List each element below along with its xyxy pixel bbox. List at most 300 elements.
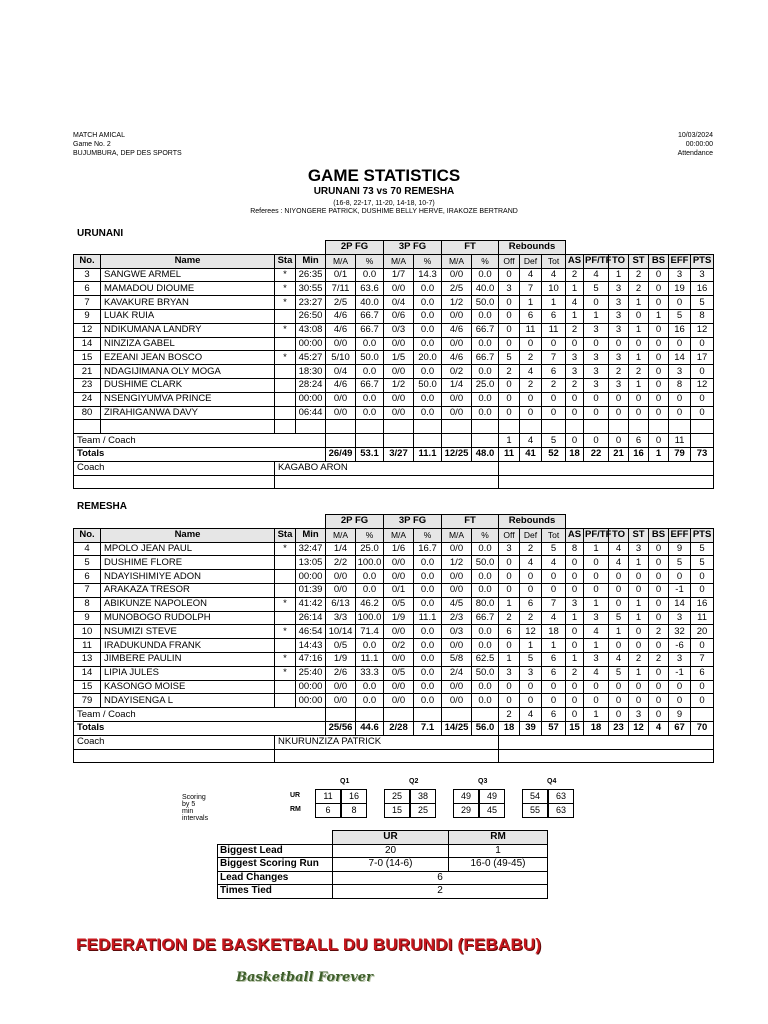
- stat-cell: 0: [566, 337, 584, 351]
- stat-cell: 0/3: [442, 625, 472, 639]
- stat-cell: 0/1: [384, 583, 414, 597]
- stat-cell: 0.0: [414, 639, 442, 653]
- stat-cell: 1: [566, 309, 584, 323]
- stat-cell: 0/0: [442, 268, 472, 282]
- stat-cell: 3/3: [326, 611, 356, 625]
- interval-score: 29: [453, 803, 479, 818]
- stat-cell: 0.0: [414, 652, 442, 666]
- stat-cell: 6: [542, 365, 566, 379]
- stat-cell: 41:42: [296, 597, 326, 611]
- stat-cell: 12: [691, 323, 714, 337]
- stat-cell: 0/4: [326, 365, 356, 379]
- stat-cell: 16: [691, 282, 714, 296]
- col-header: M/A: [442, 254, 472, 268]
- coach-label: Coach: [74, 735, 275, 749]
- stat-cell: *: [275, 268, 296, 282]
- stat-cell: 4: [584, 666, 609, 680]
- stat-cell: 0.0: [356, 392, 384, 406]
- stat-cell: 3: [609, 323, 629, 337]
- stat-cell: 1/5: [384, 351, 414, 365]
- total-cell: 12: [629, 721, 649, 735]
- stat-cell: 7: [542, 597, 566, 611]
- totals-label: Totals: [74, 447, 326, 461]
- stat-cell: 3: [584, 351, 609, 365]
- stat-cell: 3: [691, 268, 714, 282]
- stat-cell: 0/0: [442, 392, 472, 406]
- stat-cell: DUSHIME CLARK: [101, 378, 275, 392]
- stat-cell: 0/0: [384, 652, 414, 666]
- stat-cell: 0: [520, 392, 542, 406]
- stat-cell: 0: [566, 434, 584, 448]
- stat-cell: 0: [609, 406, 629, 420]
- empty-cell: [384, 420, 414, 434]
- stat-cell: 00:00: [296, 337, 326, 351]
- col-header: No.: [74, 528, 101, 542]
- stat-cell: 6/13: [326, 597, 356, 611]
- stat-cell: *: [275, 323, 296, 337]
- player-row: [74, 392, 714, 406]
- stat-cell: 63.6: [356, 282, 384, 296]
- stat-cell: 8: [691, 309, 714, 323]
- stat-cell: 1: [629, 597, 649, 611]
- stat-cell: 0: [649, 639, 669, 653]
- stat-cell: 0.0: [472, 583, 499, 597]
- stat-cell: [691, 434, 714, 448]
- stat-cell: 2: [629, 282, 649, 296]
- stat-cell: 1: [520, 296, 542, 310]
- stat-cell: 0: [584, 680, 609, 694]
- team-coach-label: Team / Coach: [74, 434, 326, 448]
- stat-cell: 0: [520, 570, 542, 584]
- stat-cell: 40.0: [356, 296, 384, 310]
- stat-cell: LIPIA JULES: [101, 666, 275, 680]
- stat-cell: NDIKUMANA LANDRY: [101, 323, 275, 337]
- stat-cell: 3: [499, 282, 520, 296]
- stat-cell: 0.0: [414, 583, 442, 597]
- stat-cell: 0: [669, 406, 691, 420]
- stat-cell: *: [275, 652, 296, 666]
- stat-cell: [275, 406, 296, 420]
- stat-cell: *: [275, 282, 296, 296]
- stat-cell: 9: [74, 611, 101, 625]
- interval-score: 45: [479, 803, 505, 818]
- player-row: [74, 337, 714, 351]
- stat-cell: 2: [542, 378, 566, 392]
- stat-cell: [275, 392, 296, 406]
- lead-value-ur: 20: [333, 844, 449, 858]
- lead-label: Lead Changes: [218, 871, 333, 885]
- total-cell: 18: [566, 447, 584, 461]
- stat-cell: 79: [74, 694, 101, 708]
- stat-cell: 28:24: [296, 378, 326, 392]
- player-row: [74, 282, 714, 296]
- stat-cell: 6: [542, 309, 566, 323]
- stat-cell: 6: [520, 309, 542, 323]
- stat-cell: 0/5: [326, 639, 356, 653]
- stat-cell: 1/4: [442, 378, 472, 392]
- total-cell: 11.1: [414, 447, 442, 461]
- stat-cell: 0.0: [472, 365, 499, 379]
- stat-cell: 0/0: [326, 337, 356, 351]
- stat-cell: 1: [566, 652, 584, 666]
- stat-cell: 0: [629, 680, 649, 694]
- stat-cell: 0: [649, 296, 669, 310]
- page-title: GAME STATISTICS: [307, 166, 461, 185]
- stat-cell: 0/0: [384, 406, 414, 420]
- col-header: Def: [520, 528, 542, 542]
- total-cell: 14/25: [442, 721, 472, 735]
- col-header: Name: [101, 254, 275, 268]
- total-cell: 56.0: [472, 721, 499, 735]
- stat-cell: MPOLO JEAN PAUL: [101, 542, 275, 556]
- total-cell: 23: [609, 721, 629, 735]
- interval-score: 55: [522, 803, 548, 818]
- stat-cell: 0: [669, 296, 691, 310]
- stat-cell: 6: [691, 666, 714, 680]
- stat-cell: 1: [566, 611, 584, 625]
- stat-cell: 50.0: [356, 351, 384, 365]
- match-type: MATCH AMICAL: [73, 132, 125, 139]
- interval-score: 49: [453, 789, 479, 804]
- total-cell: 25/56: [326, 721, 356, 735]
- player-row: [74, 406, 714, 420]
- stat-cell: 0: [669, 392, 691, 406]
- stat-cell: 3: [499, 542, 520, 556]
- total-cell: 12/25: [442, 447, 472, 461]
- stat-cell: 3: [584, 611, 609, 625]
- player-row: [74, 639, 714, 653]
- stat-cell: 8: [74, 597, 101, 611]
- stat-cell: 1: [629, 611, 649, 625]
- stat-cell: 0: [649, 323, 669, 337]
- federation-banner: FEDERATION DE BASKETBALL DU BURUNDI (FEBABU): [76, 935, 542, 954]
- stat-cell: 1: [520, 639, 542, 653]
- empty-cell: [275, 420, 296, 434]
- stat-cell: 20.0: [414, 351, 442, 365]
- match-time: 00:00:00: [685, 141, 713, 148]
- stat-cell: 00:00: [296, 694, 326, 708]
- stat-cell: *: [275, 597, 296, 611]
- stat-cell: 5: [669, 309, 691, 323]
- lead-value-rm: 16-0 (49-45): [449, 858, 548, 872]
- stat-cell: -1: [669, 583, 691, 597]
- stat-cell: 3: [566, 365, 584, 379]
- stat-cell: 2: [629, 652, 649, 666]
- stat-cell: NSENGIYUMVA PRINCE: [101, 392, 275, 406]
- group-ft: FT: [442, 241, 499, 255]
- totals-label: Totals: [74, 721, 326, 735]
- stat-cell: 2: [520, 611, 542, 625]
- stat-cell: 1: [629, 378, 649, 392]
- lead-value: 6: [333, 871, 548, 885]
- stat-cell: 6: [520, 597, 542, 611]
- empty-cell: [275, 749, 499, 763]
- stats-column-header: [74, 528, 714, 542]
- stat-cell: [275, 570, 296, 584]
- stat-cell: 7/11: [326, 282, 356, 296]
- stat-cell: 0/5: [384, 666, 414, 680]
- player-row: [74, 268, 714, 282]
- total-cell: 4: [649, 721, 669, 735]
- stat-cell: NINZIZA GABEL: [101, 337, 275, 351]
- stat-cell: 0.0: [414, 666, 442, 680]
- header-blank: [566, 515, 714, 529]
- stat-cell: 0: [566, 392, 584, 406]
- interval-score: 63: [548, 789, 574, 804]
- lead-header-cell: UR: [333, 831, 449, 845]
- stat-cell: LUAK RUIA: [101, 309, 275, 323]
- col-header: Name: [101, 528, 275, 542]
- stat-cell: 2: [566, 666, 584, 680]
- stat-cell: NDAYISHIMIYE ADON: [101, 570, 275, 584]
- col-header: Min: [296, 254, 326, 268]
- stat-cell: 11: [542, 323, 566, 337]
- stat-cell: 5: [542, 542, 566, 556]
- stat-cell: 0.0: [414, 282, 442, 296]
- stat-cell: 0.0: [356, 365, 384, 379]
- stat-cell: -1: [669, 666, 691, 680]
- interval-score: 15: [384, 803, 410, 818]
- stat-cell: 0: [669, 337, 691, 351]
- stat-cell: 6: [74, 282, 101, 296]
- group-rebounds: Rebounds: [499, 515, 566, 529]
- col-header: TO: [609, 528, 629, 542]
- stat-cell: ZIRAHIGANWA DAVY: [101, 406, 275, 420]
- stat-cell: 0/0: [326, 570, 356, 584]
- stat-cell: 0/0: [326, 406, 356, 420]
- col-header: %: [356, 254, 384, 268]
- player-row: [74, 625, 714, 639]
- stat-cell: 4: [542, 268, 566, 282]
- stat-cell: 0: [649, 542, 669, 556]
- empty-cell: [356, 434, 384, 448]
- stat-cell: 2/2: [326, 556, 356, 570]
- stat-cell: 4/6: [326, 378, 356, 392]
- total-cell: 1: [649, 447, 669, 461]
- stat-cell: 1/4: [326, 542, 356, 556]
- stat-cell: EZEANI JEAN BOSCO: [101, 351, 275, 365]
- stat-cell: 6: [74, 570, 101, 584]
- stat-cell: 8: [669, 378, 691, 392]
- stat-cell: 0: [609, 708, 629, 722]
- interval-score: 16: [341, 789, 367, 804]
- stat-cell: 1: [649, 309, 669, 323]
- lead-row: [218, 844, 548, 858]
- stat-cell: 2: [499, 611, 520, 625]
- stat-cell: 1: [542, 296, 566, 310]
- stat-cell: 0: [649, 694, 669, 708]
- stat-cell: 9: [669, 708, 691, 722]
- empty-cell: [499, 735, 714, 749]
- stat-cell: 5: [584, 282, 609, 296]
- stat-cell: 2: [566, 268, 584, 282]
- stat-cell: 1/9: [326, 652, 356, 666]
- stat-cell: 24: [74, 392, 101, 406]
- coach-row: [74, 461, 714, 475]
- stat-cell: 0.0: [472, 392, 499, 406]
- stat-cell: 2: [629, 365, 649, 379]
- stat-cell: 0.0: [414, 392, 442, 406]
- stat-cell: 0: [520, 406, 542, 420]
- player-row: [74, 542, 714, 556]
- stat-cell: 0: [649, 378, 669, 392]
- stat-cell: 11: [520, 323, 542, 337]
- stat-cell: 3: [609, 309, 629, 323]
- stat-cell: 4: [520, 268, 542, 282]
- stat-cell: 9: [74, 309, 101, 323]
- empty-cell: [649, 420, 669, 434]
- stat-cell: 0.0: [356, 337, 384, 351]
- stat-cell: 0: [669, 680, 691, 694]
- stat-cell: IRADUKUNDA FRANK: [101, 639, 275, 653]
- empty-cell: [414, 434, 442, 448]
- player-row: [74, 378, 714, 392]
- col-header: BS: [649, 528, 669, 542]
- stat-cell: 10: [74, 625, 101, 639]
- stat-cell: [275, 365, 296, 379]
- stat-cell: 3: [74, 268, 101, 282]
- stat-cell: 4: [566, 296, 584, 310]
- lead-label: Biggest Scoring Run: [218, 858, 333, 872]
- total-cell: 18: [584, 721, 609, 735]
- stat-cell: 7: [542, 351, 566, 365]
- stat-cell: 2: [566, 323, 584, 337]
- stat-cell: 1/2: [442, 556, 472, 570]
- stat-cell: 5: [609, 611, 629, 625]
- stat-cell: 1/7: [384, 268, 414, 282]
- stat-cell: 0: [609, 680, 629, 694]
- total-cell: 18: [499, 721, 520, 735]
- stat-cell: 0/0: [442, 542, 472, 556]
- empty-cell: [74, 475, 275, 489]
- stat-cell: 0: [629, 625, 649, 639]
- stat-cell: DUSHIME FLORE: [101, 556, 275, 570]
- stat-cell: 0: [584, 570, 609, 584]
- stat-cell: 23: [74, 378, 101, 392]
- stat-cell: 0/0: [442, 694, 472, 708]
- stat-cell: *: [275, 625, 296, 639]
- stat-cell: 14.3: [414, 268, 442, 282]
- stat-cell: 5: [691, 542, 714, 556]
- stat-cell: 0: [584, 392, 609, 406]
- stat-cell: 00:00: [296, 392, 326, 406]
- referees: Referees : NIYONGERE PATRICK, DUSHIME BELLY HERVE, IRAKOZE BERTRAND: [250, 208, 518, 215]
- col-header: PTS: [691, 254, 714, 268]
- header-blank: [566, 241, 714, 255]
- stat-cell: 0.0: [472, 268, 499, 282]
- lead-row: [218, 871, 548, 885]
- stat-cell: 4: [542, 611, 566, 625]
- match-meta: [678, 131, 713, 158]
- stat-cell: 4: [584, 268, 609, 282]
- stat-cell: 2/3: [442, 611, 472, 625]
- stat-cell: 0: [584, 406, 609, 420]
- stat-cell: 00:00: [296, 570, 326, 584]
- stat-cell: 23:27: [296, 296, 326, 310]
- empty-cell: [442, 434, 472, 448]
- team-name-remesha: REMESHA: [77, 501, 128, 512]
- stat-cell: 3: [584, 365, 609, 379]
- stat-cell: 0: [584, 694, 609, 708]
- stat-cell: 30:55: [296, 282, 326, 296]
- stat-cell: 0: [584, 434, 609, 448]
- stat-cell: 14:43: [296, 639, 326, 653]
- stat-cell: 0: [542, 570, 566, 584]
- stat-cell: 0: [649, 708, 669, 722]
- spacer-row: [74, 420, 714, 434]
- stat-cell: 0/0: [326, 680, 356, 694]
- stat-cell: 3: [629, 542, 649, 556]
- stat-cell: 0: [609, 337, 629, 351]
- stat-cell: 0.0: [414, 597, 442, 611]
- stat-cell: 0: [542, 583, 566, 597]
- empty-cell: [472, 708, 499, 722]
- stat-cell: [275, 611, 296, 625]
- col-header: TO: [609, 254, 629, 268]
- stat-cell: -6: [669, 639, 691, 653]
- total-cell: 2/28: [384, 721, 414, 735]
- stat-cell: 0: [629, 392, 649, 406]
- stat-cell: 0: [499, 323, 520, 337]
- stat-cell: 18: [542, 625, 566, 639]
- stat-cell: 21: [74, 365, 101, 379]
- empty-cell: [520, 420, 542, 434]
- stat-cell: 0: [649, 282, 669, 296]
- stat-cell: 0/2: [442, 365, 472, 379]
- stat-cell: 4: [542, 556, 566, 570]
- col-header: M/A: [442, 528, 472, 542]
- empty-cell: [414, 420, 442, 434]
- stat-cell: 0: [649, 392, 669, 406]
- stat-cell: 3: [669, 268, 691, 282]
- stat-cell: 0: [649, 556, 669, 570]
- stat-cell: 0: [629, 639, 649, 653]
- stat-cell: 5: [74, 556, 101, 570]
- stat-cell: 5/8: [442, 652, 472, 666]
- stat-cell: 8: [566, 542, 584, 556]
- stat-cell: 5: [691, 296, 714, 310]
- stat-cell: [275, 639, 296, 653]
- stat-cell: 46.2: [356, 597, 384, 611]
- lead-value-rm: 1: [449, 844, 548, 858]
- stat-cell: 0: [584, 583, 609, 597]
- stat-cell: 15: [74, 680, 101, 694]
- stat-cell: 0: [669, 694, 691, 708]
- stat-cell: 3: [520, 666, 542, 680]
- stat-cell: NSUMIZI STEVE: [101, 625, 275, 639]
- stat-cell: 40.0: [472, 282, 499, 296]
- stat-cell: 7: [691, 652, 714, 666]
- stat-cell: 0: [691, 570, 714, 584]
- totals-row: [74, 721, 714, 735]
- stat-cell: 0/0: [442, 680, 472, 694]
- total-cell: 70: [691, 721, 714, 735]
- stat-cell: 6: [542, 708, 566, 722]
- stat-cell: 0.0: [472, 625, 499, 639]
- stat-cell: 6: [629, 434, 649, 448]
- stat-cell: 0: [609, 570, 629, 584]
- stat-cell: 5: [520, 652, 542, 666]
- lead-label: Times Tied: [218, 885, 333, 899]
- empty-cell: [414, 708, 442, 722]
- col-header: Off: [499, 254, 520, 268]
- stat-cell: 0: [584, 296, 609, 310]
- empty-cell: [74, 420, 101, 434]
- stat-cell: 0.0: [414, 365, 442, 379]
- quarter-label: Q3: [478, 778, 488, 785]
- stat-cell: 0: [691, 694, 714, 708]
- stat-cell: 3: [609, 351, 629, 365]
